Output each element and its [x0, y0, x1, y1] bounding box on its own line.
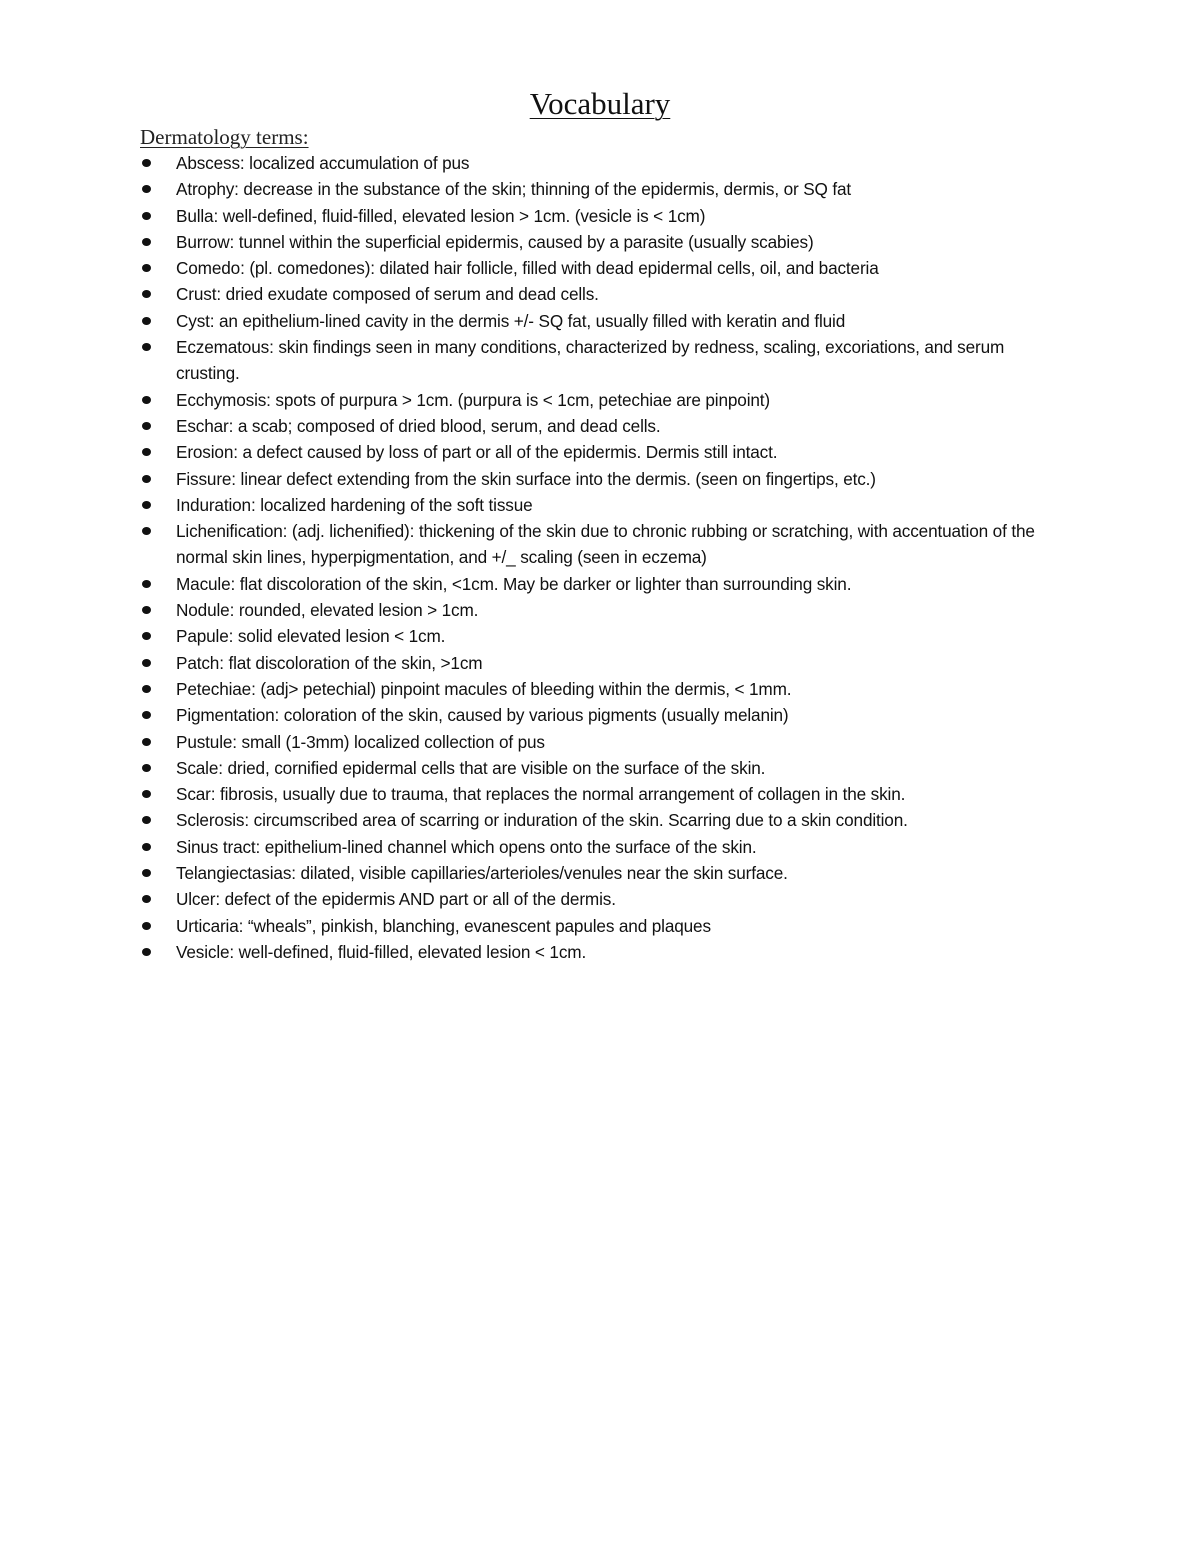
term-text: Fissure: linear defect extending from the skin surface into the dermis. (seen on fingertips, etc.) — [176, 468, 876, 489]
bullet-icon — [142, 580, 151, 588]
term-text: Ecchymosis: spots of purpura > 1cm. (purpura is < 1cm, petechiae are pinpoint) — [176, 389, 770, 410]
bullet-icon — [142, 922, 151, 930]
term-text: Pigmentation: coloration of the skin, caused by various pigments (usually melanin) — [176, 705, 789, 726]
bullet-icon — [142, 790, 151, 798]
bullet-icon — [142, 396, 151, 404]
bullet-icon — [142, 238, 151, 246]
term-text: Erosion: a defect caused by loss of part or all of the epidermis. Dermis still intact. — [176, 442, 778, 463]
bullet-icon — [142, 290, 151, 298]
list-item — [140, 518, 1060, 571]
bullet-icon — [142, 869, 151, 877]
bullet-icon — [142, 843, 151, 851]
bullet-icon — [142, 159, 151, 167]
bullet-icon — [142, 659, 151, 667]
list-item — [140, 597, 1060, 623]
list-item — [140, 387, 1060, 413]
term-text: Scale: dried, cornified epidermal cells that are visible on the surface of the skin. — [176, 757, 766, 778]
list-item — [140, 834, 1060, 860]
term-text: Ulcer: defect of the epidermis AND part or all of the dermis. — [176, 889, 616, 910]
bullet-icon — [142, 948, 151, 956]
list-item — [140, 781, 1060, 807]
list-item — [140, 886, 1060, 912]
term-text: Petechiae: (adj> petechial) pinpoint macules of bleeding within the dermis, < 1mm. — [176, 678, 792, 699]
list-item — [140, 860, 1060, 886]
bullet-icon — [142, 501, 151, 509]
list-item — [140, 203, 1060, 229]
bullet-icon — [142, 317, 151, 325]
list-item — [140, 913, 1060, 939]
bullet-icon — [142, 895, 151, 903]
term-text: Sclerosis: circumscribed area of scarring or induration of the skin. Scarring due to a skin condition. — [176, 810, 908, 831]
term-text: Telangiectasias: dilated, visible capillaries/arterioles/venules near the skin surface. — [176, 863, 788, 884]
term-text: Patch: flat discoloration of the skin, >1cm — [176, 652, 483, 673]
term-text: Sinus tract: epithelium-lined channel which opens onto the surface of the skin. — [176, 836, 757, 857]
term-text: Papule: solid elevated lesion < 1cm. — [176, 626, 446, 647]
list-item — [140, 150, 1060, 176]
bullet-icon — [142, 343, 151, 351]
term-text: Comedo: (pl. comedones): dilated hair follicle, filled with dead epidermal cells, oil, and bacteria — [176, 258, 879, 279]
terms-list — [140, 150, 1060, 965]
list-item — [140, 939, 1060, 965]
term-text: Lichenification: (adj. lichenified): thickening of the skin due to chronic rubbing or scratching, with accentuation of the normal skin lines, hyperpigmentation, and +/_ scaling (seen in eczema) — [176, 521, 1035, 568]
list-item — [140, 755, 1060, 781]
bullet-icon — [142, 185, 151, 193]
list-item — [140, 807, 1060, 833]
term-text: Burrow: tunnel within the superficial epidermis, caused by a parasite (usually scabies) — [176, 231, 814, 252]
bullet-icon — [142, 527, 151, 535]
bullet-icon — [142, 422, 151, 430]
list-item — [140, 255, 1060, 281]
bullet-icon — [142, 711, 151, 719]
term-text: Scar: fibrosis, usually due to trauma, that replaces the normal arrangement of collagen in the skin. — [176, 784, 906, 805]
list-item — [140, 492, 1060, 518]
term-text: Urticaria: “wheals”, pinkish, blanching, evanescent papules and plaques — [176, 915, 711, 936]
bullet-icon — [142, 475, 151, 483]
section-heading: Dermatology terms: — [140, 125, 309, 149]
term-text: Pustule: small (1-3mm) localized collection of pus — [176, 731, 545, 752]
term-text: Abscess: localized accumulation of pus — [176, 153, 470, 173]
list-item — [140, 439, 1060, 465]
bullet-icon — [142, 448, 151, 456]
bullet-icon — [142, 264, 151, 272]
bullet-icon — [142, 606, 151, 614]
term-text: Eschar: a scab; composed of dried blood, serum, and dead cells. — [176, 415, 661, 436]
list-item — [140, 281, 1060, 307]
term-text: Macule: flat discoloration of the skin, <1cm. May be darker or lighter than surrounding skin. — [176, 573, 852, 594]
term-text: Bulla: well-defined, fluid-filled, elevated lesion > 1cm. (vesicle is < 1cm) — [176, 205, 706, 226]
term-text: Nodule: rounded, elevated lesion > 1cm. — [176, 600, 479, 621]
bullet-icon — [142, 685, 151, 693]
term-text: Eczematous: skin findings seen in many conditions, characterized by redness, scaling, excoriations, and serum crusting. — [176, 337, 1005, 384]
list-item — [140, 176, 1060, 202]
bullet-icon — [142, 212, 151, 220]
page-title: Vocabulary — [529, 86, 671, 121]
list-item — [140, 571, 1060, 597]
term-text: Cyst: an epithelium-lined cavity in the dermis +/- SQ fat, usually filled with keratin and fluid — [176, 310, 846, 331]
term-text: Vesicle: well-defined, fluid-filled, elevated lesion < 1cm. — [176, 941, 587, 962]
bullet-icon — [142, 816, 151, 824]
list-item — [140, 466, 1060, 492]
list-item — [140, 676, 1060, 702]
bullet-icon — [142, 738, 151, 746]
bullet-icon — [142, 632, 151, 640]
list-item — [140, 308, 1060, 334]
list-item — [140, 702, 1060, 728]
list-item — [140, 413, 1060, 439]
term-text: Atrophy: decrease in the substance of the skin; thinning of the epidermis, dermis, or SQ fat — [176, 179, 852, 200]
list-item — [140, 229, 1060, 255]
term-text: Induration: localized hardening of the soft tissue — [176, 494, 533, 515]
bullet-icon — [142, 764, 151, 772]
list-item — [140, 623, 1060, 649]
list-item — [140, 650, 1060, 676]
list-item — [140, 334, 1060, 387]
term-text: Crust: dried exudate composed of serum and dead cells. — [176, 284, 599, 305]
list-item — [140, 729, 1060, 755]
